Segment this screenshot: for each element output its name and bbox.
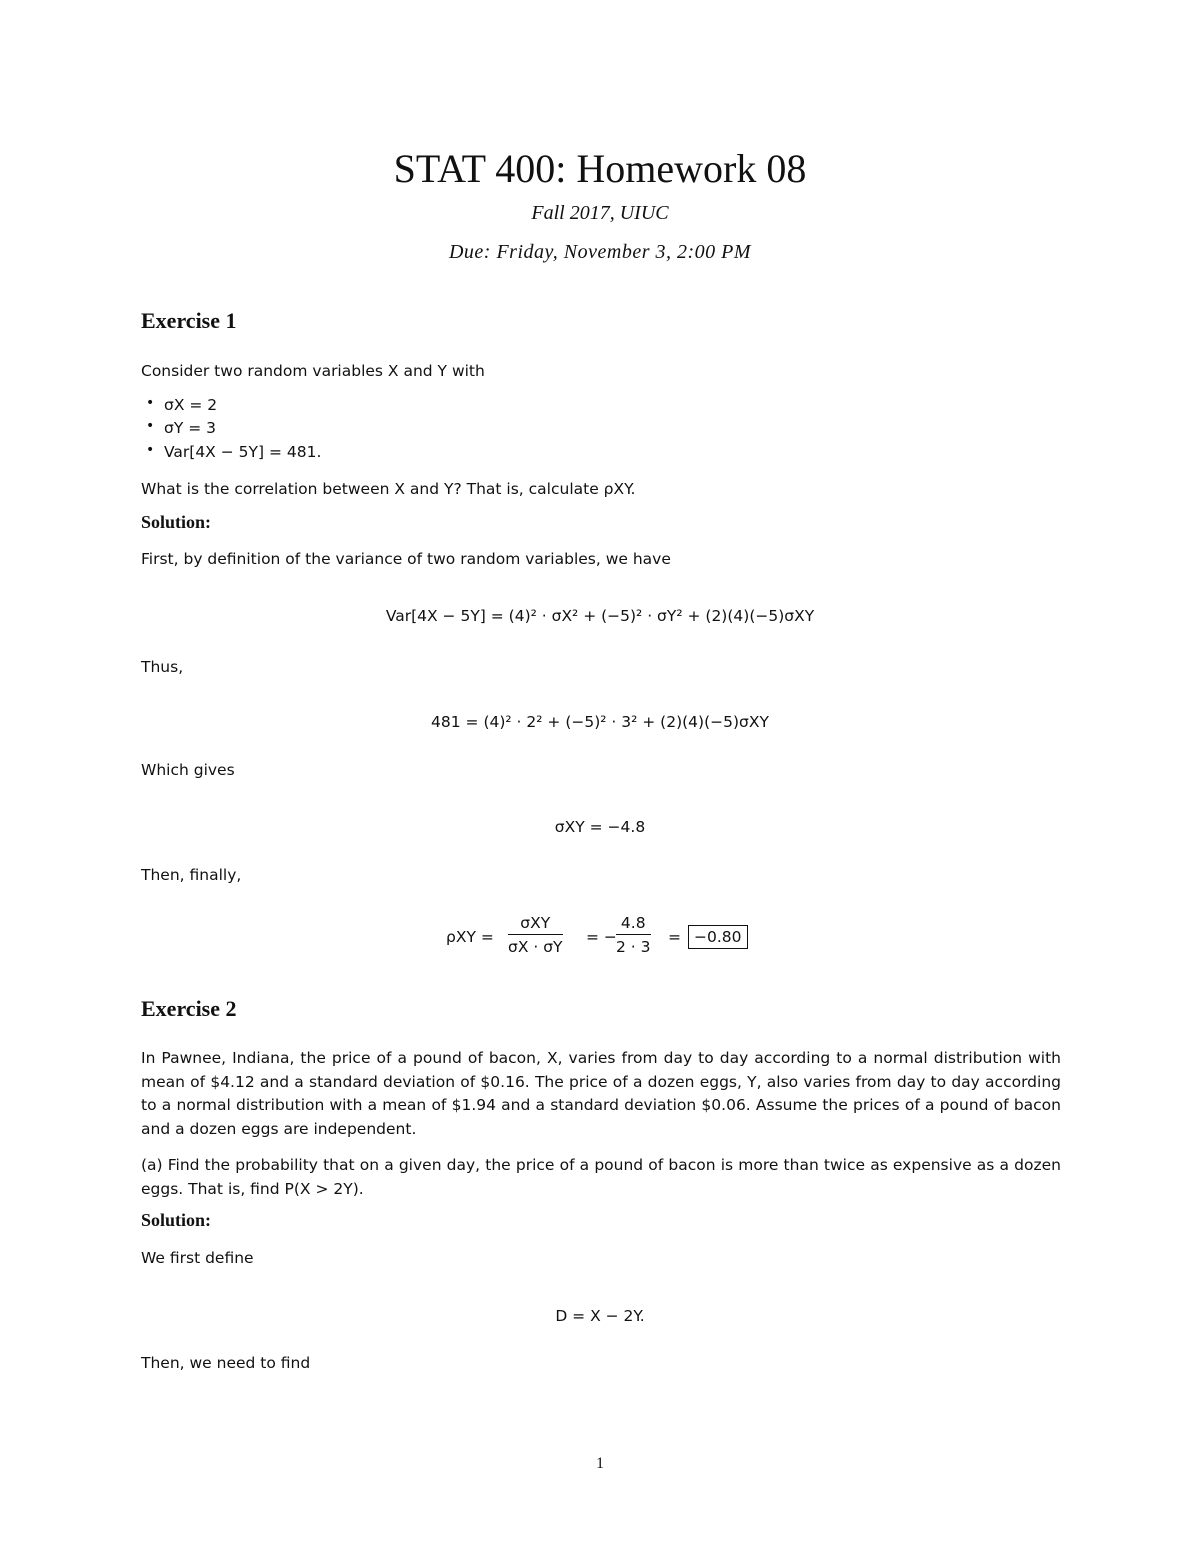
course-term: Fall 2017, UIUC xyxy=(531,202,669,224)
solution-step: First, by definition of the variance of two random variables, we have xyxy=(141,550,671,568)
bullet-text: σX = 2 xyxy=(164,396,218,414)
solution-step: Which gives xyxy=(141,761,235,779)
bullet-text: σY = 3 xyxy=(164,419,216,437)
solution-step: Then, finally, xyxy=(141,866,242,884)
bullet-dot-icon: • xyxy=(146,442,155,458)
solution-step: Then, we need to find xyxy=(141,1354,311,1372)
bullet-dot-icon: • xyxy=(146,418,155,434)
exercise-1-intro: Consider two random variables X and Y with xyxy=(141,362,485,380)
bullet-dot-icon: • xyxy=(146,395,155,411)
exercise-1-heading: Exercise 1 xyxy=(141,308,237,333)
equation-middle: = − xyxy=(586,928,617,946)
document-title: STAT 400: Homework 08 xyxy=(393,146,807,191)
equation-equals: = xyxy=(668,928,681,946)
equation-lhs: ρXY = xyxy=(446,928,494,946)
fraction-numeric xyxy=(616,912,651,959)
solution-label: Solution: xyxy=(141,512,212,532)
bullet-item xyxy=(146,395,218,414)
fraction-numerator: 4.8 xyxy=(616,912,651,935)
exercise-2-intro: In Pawnee, Indiana, the price of a pound of bacon, X, varies from day to day according to a normal distribution with mean of $4.12 and a standard deviation of $0.16. The price of a dozen eggs, Y, also varies from day to day according to a normal distribution with a mean of $1.94 and a standard deviation $0.06. Assume the prices of a pound of bacon and a dozen eggs are independent. xyxy=(141,1049,1061,1138)
bullet-item xyxy=(146,418,216,437)
exercise-1-question: What is the correlation between X and Y? That is, calculate ρXY. xyxy=(141,480,636,498)
exercise-2-heading: Exercise 2 xyxy=(141,996,237,1021)
boxed-answer: −0.80 xyxy=(688,925,748,949)
solution-step: We first define xyxy=(141,1249,254,1267)
solution-label: Solution: xyxy=(141,1210,212,1230)
equation-difference: D = X − 2Y. xyxy=(555,1307,645,1325)
equation-correlation xyxy=(446,912,766,964)
equation-covariance: σXY = −4.8 xyxy=(554,818,646,836)
exercise-2-part-a: (a) Find the probability that on a given day, the price of a pound of bacon is more than twice as expensive as a dozen eggs. That is, find P(X > 2Y). xyxy=(141,1156,1061,1198)
bullet-item xyxy=(146,442,322,461)
bullet-text: Var[4X − 5Y] = 481. xyxy=(164,443,322,461)
equation-substituted: 481 = (4)² · 2² + (−5)² · 3² + (2)(4)(−5)σXY xyxy=(431,713,769,731)
due-date: Due: Friday, November 3, 2:00 PM xyxy=(448,241,752,263)
fraction-denominator: 2 · 3 xyxy=(616,938,651,956)
fraction-denominator: σX · σY xyxy=(508,938,563,956)
page-number: 1 xyxy=(596,1455,604,1472)
equation-variance: Var[4X − 5Y] = (4)² · σX² + (−5)² · σY² + (2)(4)(−5)σXY xyxy=(385,607,815,625)
solution-step: Thus, xyxy=(141,658,184,676)
fraction-numerator: σXY xyxy=(508,912,563,935)
fraction-covariance-over-sd xyxy=(508,912,563,959)
